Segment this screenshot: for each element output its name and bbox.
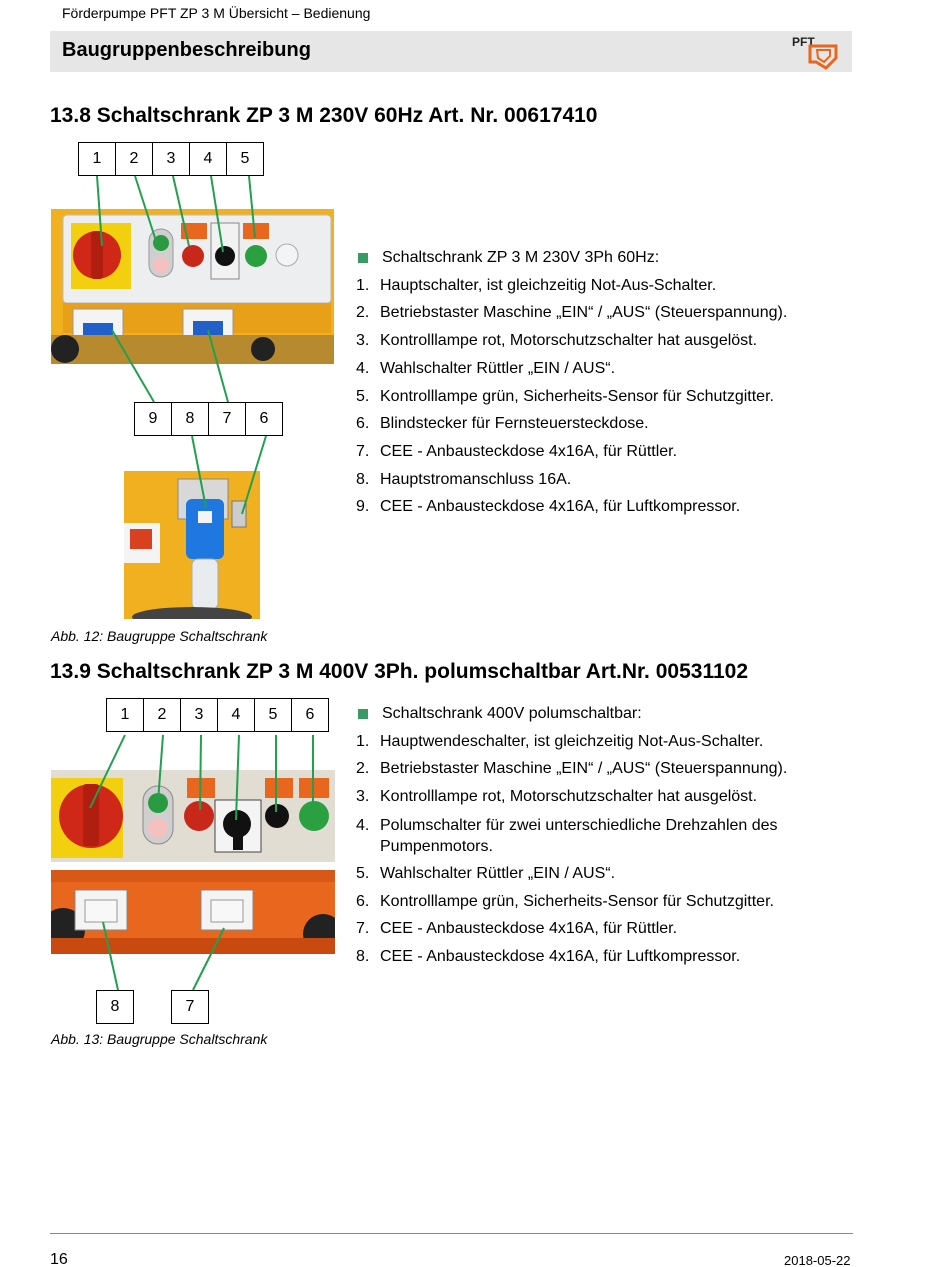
list-item: 2. Betriebstaster Maschine „EIN“ / „AUS“ (Steuerspannung). [356, 760, 788, 778]
list-item: 5. Wahlschalter Rüttler „EIN / AUS“. [356, 864, 616, 882]
component-list-400v [356, 700, 800, 971]
list-intro: Schaltschrank 400V polumschaltbar: [356, 700, 800, 728]
callout-number: 6 [291, 698, 329, 732]
callout-number: 4 [217, 698, 255, 732]
logo-text: PFT [792, 35, 815, 49]
callout-number: 2 [115, 142, 153, 176]
list-item: 6. Blindstecker für Fernsteuersteckdose. [356, 415, 649, 433]
list-item: 3. Kontrolllampe rot, Motorschutzschalter hat ausgelöst. [356, 788, 758, 806]
section-title-bar [50, 31, 852, 72]
list-item: 8. Hauptstromanschluss 16A. [356, 470, 572, 488]
figure-caption-13: Abb. 13: Baugruppe Schaltschrank [51, 1031, 268, 1047]
callout-numbers-top-1 [79, 142, 264, 176]
callout-number: 2 [143, 698, 181, 732]
callout-numbers-top-2 [107, 698, 329, 732]
control-panel-photo-400v [51, 770, 335, 862]
figure-caption-12: Abb. 12: Baugruppe Schaltschrank [51, 628, 268, 644]
list-item: 1. Hauptwendeschalter, ist gleichzeitig Not-Aus-Schalter. [356, 732, 764, 750]
pft-logo [790, 34, 840, 70]
list-item: 4. Polumschalter für zwei unterschiedliche Drehzahlen des Pumpenmotors. [356, 816, 778, 855]
page-number: 16 [50, 1251, 68, 1267]
bullet-square [358, 253, 368, 263]
callout-number: 5 [226, 142, 264, 176]
callout-number: 5 [254, 698, 292, 732]
list-item: 6. Kontrolllampe grün, Sicherheits-Sensor für Schutzgitter. [356, 892, 774, 910]
callout-number: 4 [189, 142, 227, 176]
callout-number: 7 [171, 990, 209, 1024]
callout-number: 3 [152, 142, 190, 176]
callout-number: 8 [96, 990, 134, 1024]
section-13-8-heading: 13.8 Schaltschrank ZP 3 M 230V 60Hz Art. Nr. 00617410 [50, 104, 598, 127]
list-item: 7. CEE - Anbausteckdose 4x16A, für Rüttler. [356, 920, 678, 938]
list-item: 2. Betriebstaster Maschine „EIN“ / „AUS“ (Steuerspannung). [356, 304, 788, 322]
list-item: 8. CEE - Anbausteckdose 4x16A, für Luftkompressor. [356, 947, 741, 965]
bullet-square [358, 709, 368, 719]
list-item: 1. Hauptschalter, ist gleichzeitig Not-Aus-Schalter. [356, 276, 717, 294]
list-intro: Schaltschrank ZP 3 M 230V 3Ph 60Hz: [356, 244, 787, 272]
list-item: 5. Kontrolllampe grün, Sicherheits-Sensor für Schutzgitter. [356, 387, 774, 405]
callout-numbers-bottom-2 [97, 990, 209, 1024]
callout-number: 6 [245, 402, 283, 436]
cabinet-photo-230v [51, 209, 334, 364]
callout-number: 1 [106, 698, 144, 732]
list-item: 9. CEE - Anbausteckdose 4x16A, für Luftkompressor. [356, 498, 741, 516]
callout-number: 7 [208, 402, 246, 436]
footer-divider [50, 1233, 853, 1234]
callout-numbers-bottom-1 [135, 402, 283, 436]
callout-number: 8 [171, 402, 209, 436]
document-date: 2018-05-22 [784, 1253, 851, 1267]
list-item: 4. Wahlschalter Rüttler „EIN / AUS“. [356, 359, 616, 377]
callout-number: 1 [78, 142, 116, 176]
list-item: 7. CEE - Anbausteckdose 4x16A, für Rüttler. [356, 442, 678, 460]
power-inlet-photo [124, 471, 260, 619]
cee-sockets-photo [51, 870, 335, 954]
section-13-9-heading: 13.9 Schaltschrank ZP 3 M 400V 3Ph. polumschaltbar Art.Nr. 00531102 [50, 660, 749, 683]
callout-number: 3 [180, 698, 218, 732]
section-title: Baugruppenbeschreibung [62, 39, 311, 61]
callout-number: 9 [134, 402, 172, 436]
document-header-title: Förderpumpe PFT ZP 3 M Übersicht – Bedienung [62, 5, 371, 21]
component-list-230v [356, 244, 787, 521]
list-item: 3. Kontrolllampe rot, Motorschutzschalter hat ausgelöst. [356, 332, 758, 350]
